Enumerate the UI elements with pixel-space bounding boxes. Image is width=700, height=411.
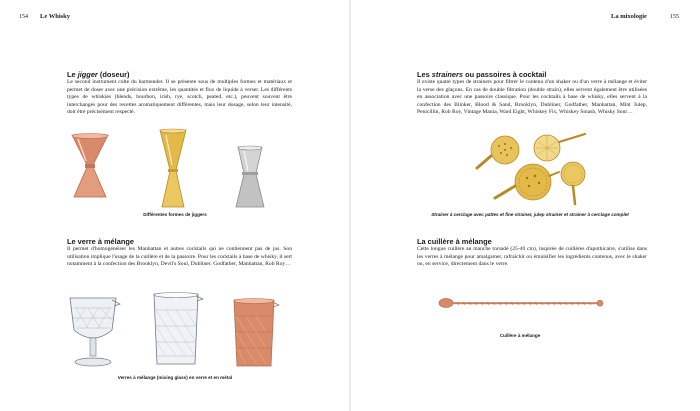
fine-strainer-illustration	[534, 134, 585, 161]
julep-strainer-illustration	[477, 136, 519, 168]
jigger-caption: Différentes formes de jiggers	[143, 212, 207, 217]
right-page	[350, 0, 700, 411]
jigger-illustrations	[60, 125, 290, 210]
mixing-glass-heading: Le verre à mélange	[67, 237, 134, 246]
strainers-caption: Strainer à cerclage avec pattes et fine strainer, julep strainer et strainer à cerclage complet	[431, 212, 629, 217]
page-number-right: 155	[670, 14, 679, 20]
yarai-mixing-glass-illustration	[154, 293, 203, 365]
copper-jigger-illustration	[72, 134, 108, 198]
jigger-body: Le second instrument culte du barmender. Il se présente sous de multiples formes et matériaux et permet de doser avec une précision extrême, les quantités et flux de liquide à verser. Les différents types de whiskies (blends, bourbon, irish, rye, scotch, peated, etc.), peuvent souvent être interchangés pour des recettes aromatiquement différentes, mais leur dosage, selon leur intensité, doit être précisément respecté.	[67, 79, 292, 116]
spoon-illustration	[435, 296, 605, 326]
strainers-body: Il existe quatre types de strainers pour filtrer le contenu d'un shaker ou d'un verre à mélange et éviter la verse des glaçons. En cas de double filtration (double strain), elles servent également être utilisées en association avec une passoire classique. Pour les cocktails à base de whisky, elles servent à la confection des Blinker, Blood & Sand, Brooklyn, Dubliner, Godfather, Manhattan, Mint Julep, Penicillin, Rob Roy, Vintage Mania, Ward Eight, Whiskey Fix, Whiskey Smash, Whisky Sour…	[417, 79, 647, 116]
bar-spoon-illustration	[439, 299, 603, 308]
jigger-heading: Le jigger (doseur)	[67, 70, 130, 79]
mixing-glass-caption: Verres à mélange (mixing glass) en verre et en métal	[117, 375, 233, 380]
copper-mixing-glass-illustration	[234, 299, 279, 367]
mixing-glass-illustrations	[62, 290, 292, 372]
hawthorne-strainer-illustration	[495, 164, 559, 200]
strainers-heading: Les strainers ou passoires à cocktail	[417, 70, 547, 79]
running-head-left: Le Whisky	[40, 13, 71, 20]
spoon-body: Cette longue cuillère au manche torsadé (25-40 cm), inspirée de cuillères d'apothicaire, s'utilise dans les verres à mélange pour amalgamer, rafraîchir ou émulsifier les ingrédients contenus, avec le shaker ou, en service, directement dans le verre.	[417, 246, 647, 268]
page-number-left: 154	[19, 14, 28, 20]
complete-coil-strainer-illustration	[561, 162, 585, 204]
mixing-glass-body: Il permet d'homogénéiser les Manhattan et autres cocktails qui ne contiennent pas de jus. Son utilisation implique l'usage de la cuillère et de la passoire. Pour les cocktails à base de whisky, il sert notamment à la confection des Brooklyn, Devil's Soul, Dubliner, Godfather, Manhattan, Rob Roy…	[67, 246, 292, 268]
steel-jigger-illustration	[236, 146, 264, 207]
spoon-caption: Cuillère à mélange	[499, 333, 541, 338]
strainers-illustration	[475, 128, 595, 208]
gold-jigger-illustration	[160, 129, 186, 207]
running-head-right: La mixologie	[611, 13, 647, 20]
stemmed-mixing-glass-illustration	[70, 298, 120, 366]
spoon-heading: La cuillère à mélange	[417, 237, 492, 246]
